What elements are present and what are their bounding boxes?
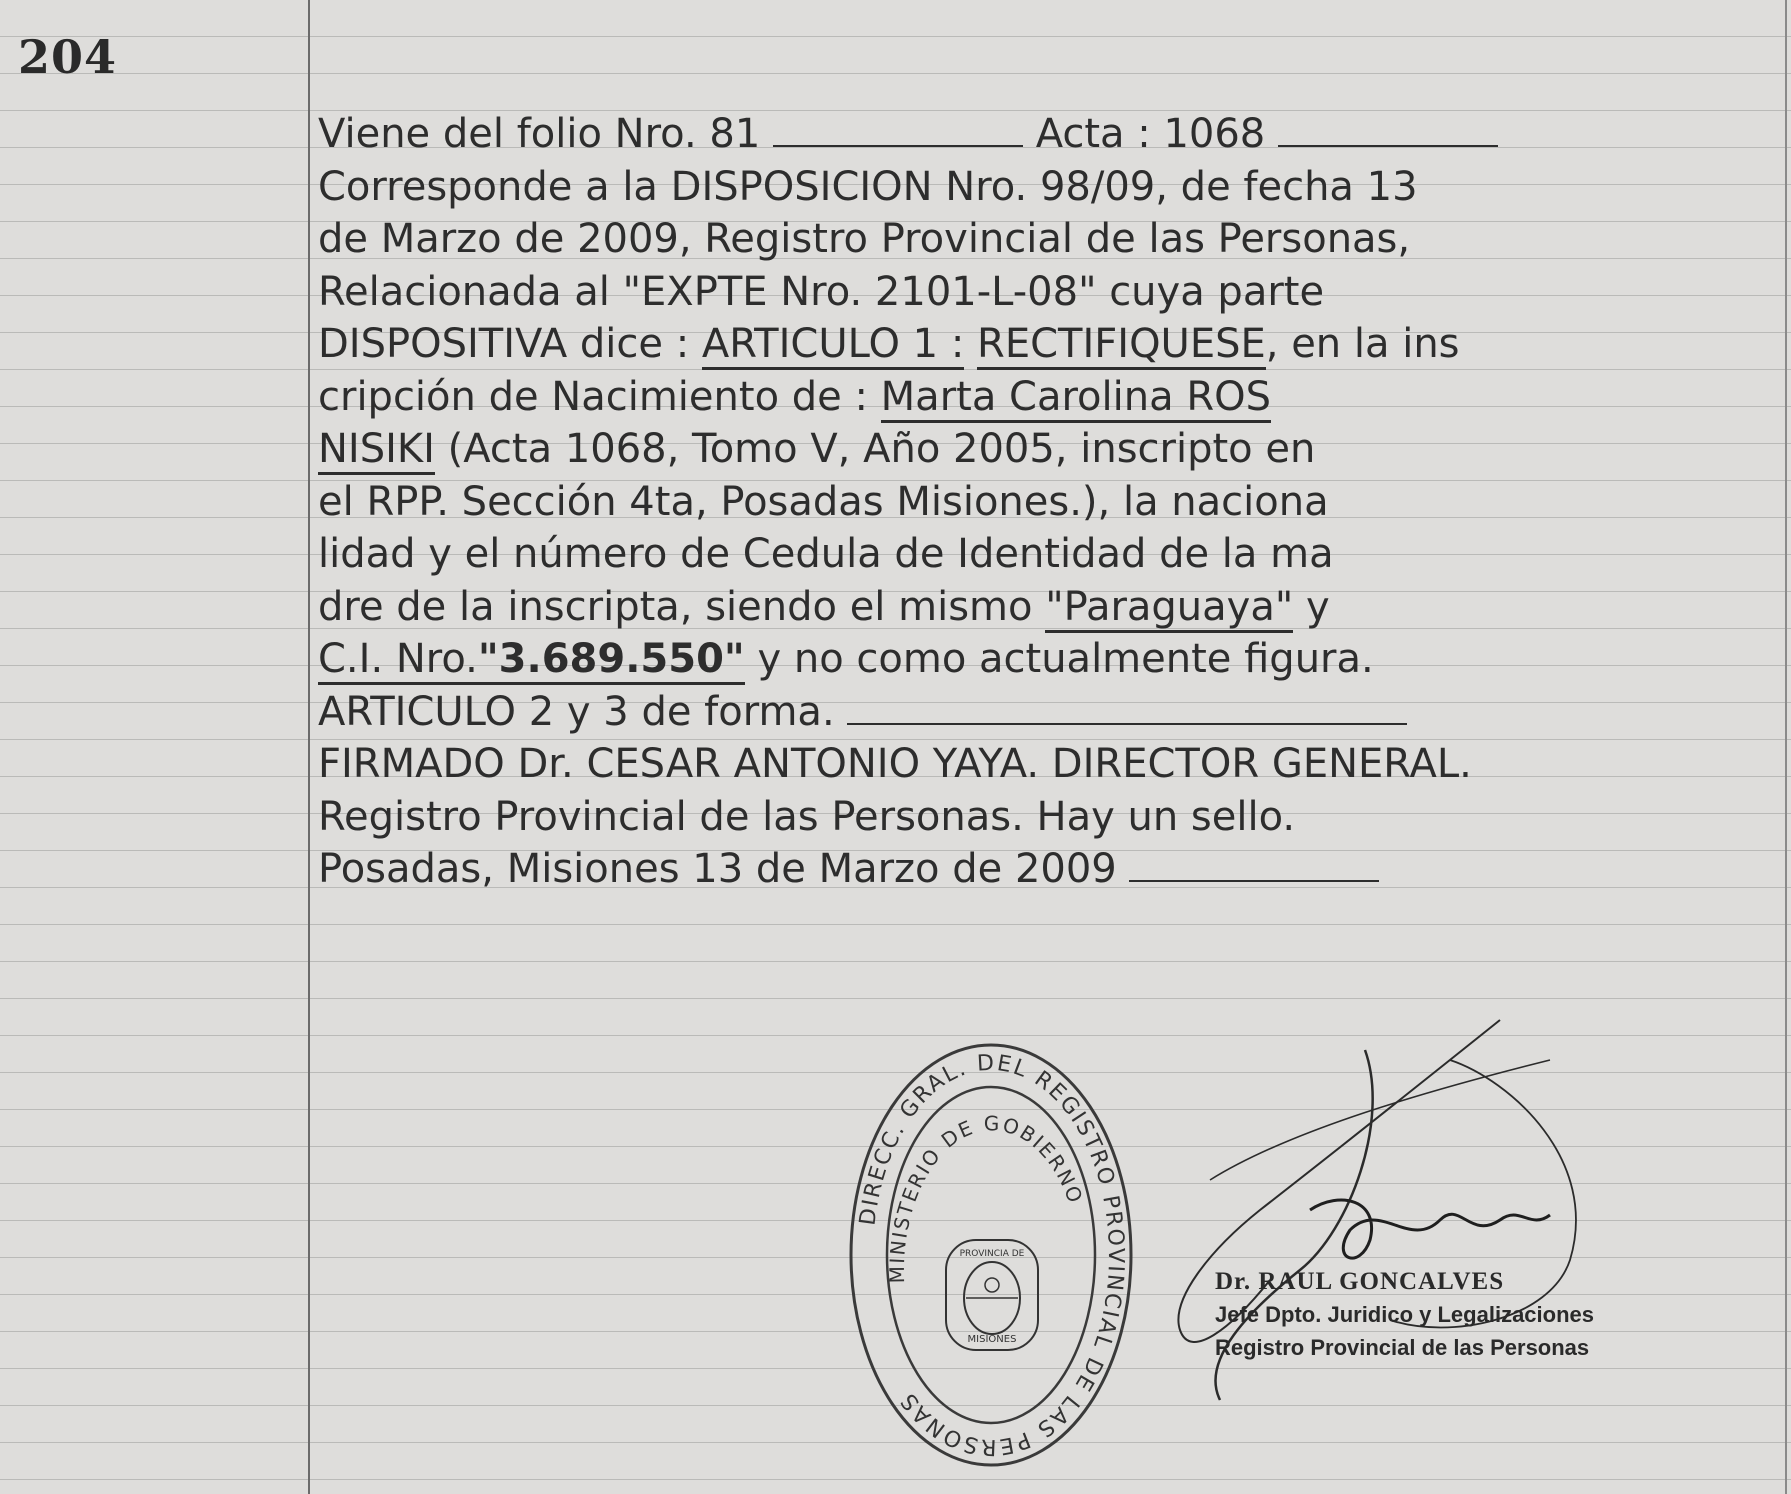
place-date: Posadas, Misiones 13 de Marzo de 2009 (318, 846, 1117, 892)
fill-line (773, 139, 1023, 147)
note-line-4: Relacionada al "EXPTE Nro. 2101-L-08" cuya parte (318, 268, 1325, 315)
inscription-text: , en la ins (1265, 321, 1460, 367)
ci-number: "3.689.550" (478, 636, 745, 685)
note-line-14: Registro Provincial de las Personas. Hay un sello. (318, 793, 1296, 840)
mother-text: dre de la inscripta, siendo el mismo (318, 583, 1033, 630)
note-line-9: lidad y el número de Cedula de Identidad de la ma (318, 531, 1334, 577)
note-line-7 (318, 423, 1778, 476)
note-line-5 (318, 318, 1778, 371)
articulo-1-label: ARTICULO 1 : (702, 321, 964, 370)
articulo-2-3: ARTICULO 2 y 3 de forma. (318, 688, 835, 735)
marginal-note (318, 108, 1778, 896)
seal-center-bottom: MISIONES (967, 1334, 1017, 1345)
birth-inscription-text: cripción de Nacimiento de : (318, 373, 868, 420)
acta-details: (Acta 1068, Tomo V, Año 2005, inscripto en (447, 426, 1316, 472)
folio-reference: Viene del folio Nro. 81 (318, 111, 761, 157)
page-number: 204 (18, 30, 118, 84)
registered-person-name: Marta Carolina ROS (881, 374, 1271, 423)
margin-rule (308, 0, 310, 1494)
note-line-10 (318, 581, 1778, 634)
note-line-2: Corresponde a la DISPOSICION Nro. 98/09, de fecha 13 (318, 163, 1418, 210)
note-line-8: el RPP. Sección 4ta, Posadas Misiones.), la naciona (318, 478, 1329, 525)
signatory-title: Jefe Dpto. Juridico y Legalizaciones (1215, 1302, 1594, 1327)
fill-line (1129, 874, 1379, 882)
fill-line (1278, 139, 1498, 147)
acta-number: Acta : 1068 (1035, 111, 1266, 157)
note-line-6 (318, 371, 1778, 424)
seal-center-top: PROVINCIA DE (959, 1249, 1025, 1259)
seal-inner-text: MINISTERIO DE GOBIERNO (884, 1111, 1089, 1284)
page-edge (1785, 0, 1787, 1494)
dispositiva-label: DISPOSITIVA dice : (318, 321, 690, 367)
signatory-office: Registro Provincial de las Personas (1215, 1335, 1590, 1360)
fill-line (847, 717, 1407, 725)
signatory-name: Dr. RAUL GONCALVES (1215, 1268, 1505, 1295)
conjunction: y (1305, 583, 1330, 630)
official-seal (846, 1040, 1136, 1470)
seal-outer-text: DIRECC. GRAL. DEL REGISTRO PROVINCIAL DE LAS PERSONAS (855, 1050, 1129, 1460)
note-line-3: de Marzo de 2009, Registro Provincial de las Personas, (318, 216, 1411, 262)
note-line-11 (318, 633, 1778, 686)
note-line-12 (318, 686, 1778, 739)
registered-person-surname: NISIKI (318, 426, 435, 475)
ci-clause: y no como actualmente figura. (757, 636, 1374, 682)
note-line-15 (318, 843, 1778, 896)
rectifiquese-word: RECTIFIQUESE (977, 321, 1266, 370)
ci-label: C.I. Nro. (318, 636, 478, 685)
signature-block (1215, 1265, 1615, 1364)
note-line-13: FIRMADO Dr. CESAR ANTONIO YAYA. DIRECTOR GENERAL. (318, 741, 1472, 787)
note-line-1 (318, 108, 1778, 161)
nationality-value: "Paraguaya" (1045, 584, 1293, 633)
